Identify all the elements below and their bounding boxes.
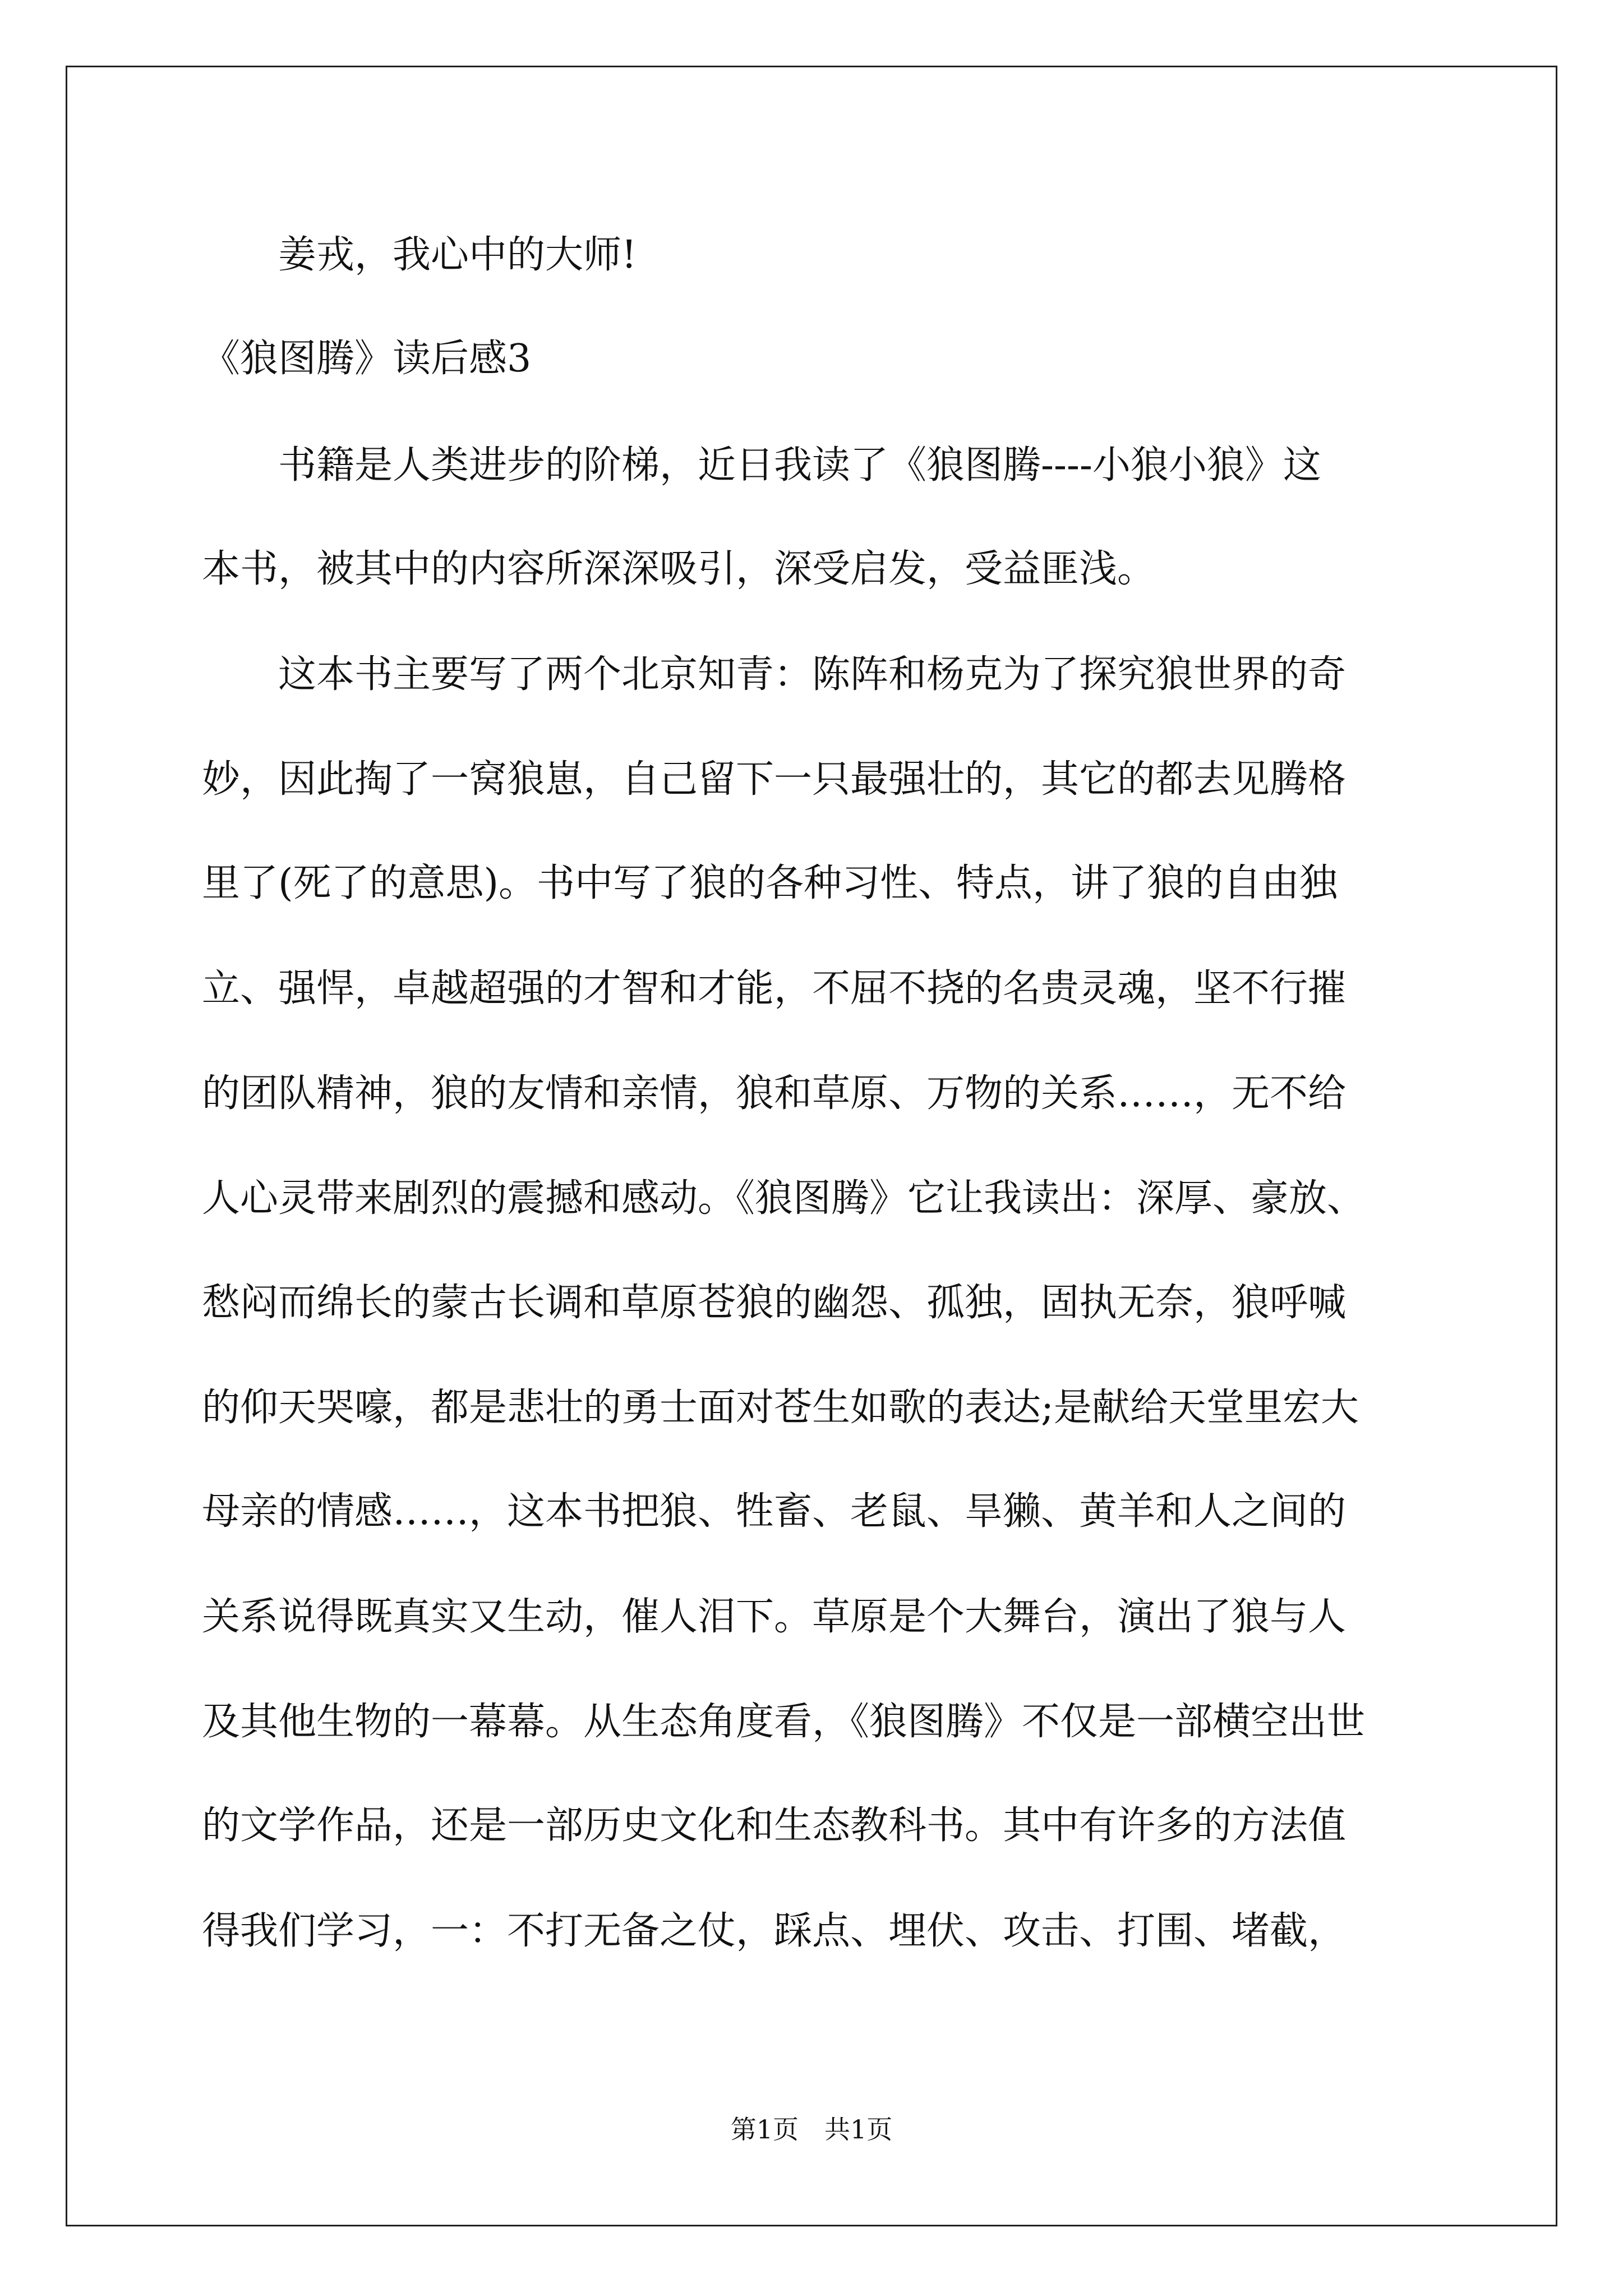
section-heading: 《狼图腾》读后感3 bbox=[202, 337, 532, 381]
text-line: 关系说得既真实又生动，催人泪下。草原是个大舞台，演出了狼与人 bbox=[202, 1595, 1347, 1639]
text-line: 愁闷而绵长的蒙古长调和草原苍狼的幽怨、孤独，固执无奈，狼呼喊 bbox=[202, 1281, 1347, 1325]
text-line: 的文学作品，还是一部历史文化和生态教科书。其中有许多的方法值 bbox=[202, 1803, 1347, 1848]
text-line: 姜戎，我心中的大师! bbox=[202, 233, 637, 277]
text-line: 及其他生物的一幕幕。从生态角度看，《狼图腾》不仅是一部横空出世 bbox=[202, 1700, 1366, 1744]
text-line: 人心灵带来剧烈的震撼和感动。《狼图腾》它让我读出：深厚、豪放、 bbox=[202, 1176, 1366, 1221]
text-line: 妙，因此掏了一窝狼崽，自己留下一只最强壮的，其它的都去见腾格 bbox=[202, 757, 1347, 802]
text-line: 里了(死了的意思)。书中写了狼的各种习性、特点，讲了狼的自由独 bbox=[202, 861, 1338, 905]
text-line: 得我们学习，一：不打无备之仗，踩点、埋伏、攻击、打围、堵截， bbox=[202, 1909, 1347, 1953]
page-border bbox=[66, 66, 1557, 2226]
page-number-footer: 第1页 共1页 bbox=[730, 2114, 893, 2145]
text-line: 这本书主要写了两个北京知青：陈阵和杨克为了探究狼世界的奇 bbox=[202, 652, 1347, 697]
text-line: 书籍是人类进步的阶梯，近日我读了《狼图腾----小狼小狼》这 bbox=[202, 443, 1321, 487]
text-line: 本书，被其中的内容所深深吸引，深受启发，受益匪浅。 bbox=[202, 547, 1156, 591]
text-line: 的仰天哭嚎，都是悲壮的勇士面对苍生如歌的表达;是献给天堂里宏大 bbox=[202, 1386, 1359, 1430]
text-line: 母亲的情感……，这本书把狼、牲畜、老鼠、旱獭、黄羊和人之间的 bbox=[202, 1489, 1347, 1534]
text-line: 立、强悍，卓越超强的才智和才能，不屈不挠的名贵灵魂，坚不行摧 bbox=[202, 967, 1347, 1011]
text-line: 的团队精神，狼的友情和亲情，狼和草原、万物的关系……，无不给 bbox=[202, 1071, 1347, 1116]
